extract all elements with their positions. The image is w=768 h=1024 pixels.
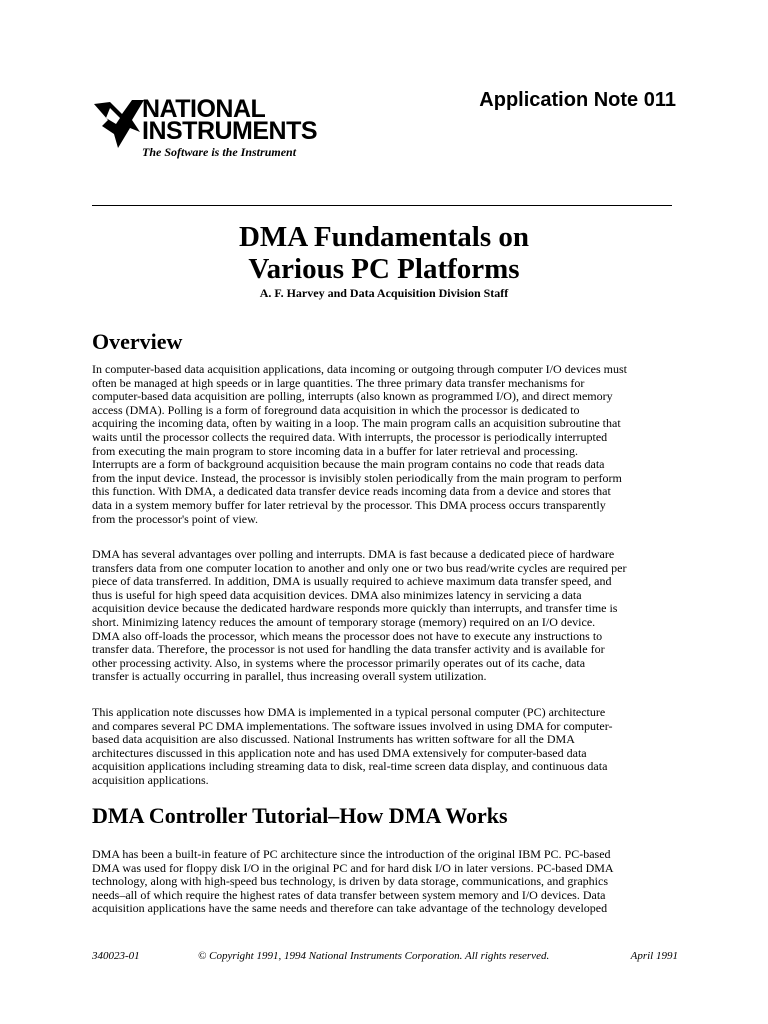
text-line: In computer-based data acquisition applications, data incoming or outgoing through computer I/O devices must: [92, 362, 627, 376]
footer-date: April 1991: [630, 950, 678, 962]
text-line: often be managed at high speeds or in large quantities. The three primary data transfer mechanisms for: [92, 375, 585, 390]
text-line: from the input device. Instead, the processor is invisibly stolen periodically from the main program to perform: [92, 470, 622, 485]
text-line: acquisition applications including streaming data to disk, real-time screen data display, and continuous data: [92, 759, 608, 774]
text-line: computer-based data acquisition are polling, interrupts (also known as programmed I/O), and direct memory: [92, 389, 613, 404]
text-line: DMA has several advantages over polling and interrupts. DMA is fast because a dedicated piece of hardware: [92, 547, 615, 561]
text-line: DMA has been a built-in feature of PC architecture since the introduction of the original IBM PC. PC-based: [92, 847, 611, 861]
text-line: transfers data from one computer location to another and only one or two bus read/write cycles are required per: [92, 560, 627, 575]
text-line: Interrupts are a form of background acquisition because the main program contains no code that reads data: [92, 457, 605, 472]
text-line: based data acquisition are also discussed. National Instruments has written software for all the DMA: [92, 732, 575, 747]
text-line: thus is useful for high speed data acquisition devices. DMA also minimizes latency in servicing a data: [92, 587, 582, 602]
title-line-1: DMA Fundamentals on: [238, 221, 530, 253]
overview-paragraph-1: [92, 363, 682, 526]
text-line: and compares several PC DMA implementations. The software issues involved in using DMA for computer-: [92, 718, 613, 733]
section-heading-dma-tutorial: DMA Controller Tutorial–How DMA Works: [92, 803, 508, 828]
text-line: this function. With DMA, a dedicated data transfer device reads incoming data from a device and stores that: [92, 484, 611, 499]
text-line: data in a system memory buffer for later retrieval by the processor. This DMA process occurs transparently: [92, 497, 606, 512]
text-line: from executing the main program to store incoming data in a buffer for later retrieval and processing.: [92, 443, 578, 458]
text-line: other processing activity. Also, in systems where the processor primarily operates out of its cache, data: [92, 655, 586, 670]
text-line: acquisition applications have the same needs and therefore can take advantage of the technology developed: [92, 901, 608, 916]
text-line: transfer data. Therefore, the processor is not used for handling the data transfer activity and is available for: [92, 642, 605, 657]
text-line: access (DMA). Polling is a form of foreground data acquisition in which the processor is dedicated to: [92, 402, 580, 417]
logo-line-national: NATIONAL: [142, 95, 266, 123]
national-instruments-eagle-icon: [92, 98, 146, 150]
footer-doc-number: 340023-01: [92, 950, 140, 962]
text-line: technology, along with high-speed bus technology, is driven by data storage, communications, and graphics: [92, 874, 608, 889]
text-line: acquiring the incoming data, often by waiting in a loop. The main program calls an acquisition subroutine that: [92, 416, 621, 431]
title-line-2: Various PC Platforms: [248, 253, 520, 285]
footer-copyright: © Copyright 1991, 1994 National Instruments Corporation. All rights reserved.: [198, 950, 550, 962]
text-line: short. Minimizing latency reduces the amount of temporary storage (memory) required on an I/O device.: [92, 614, 596, 629]
authors: A. F. Harvey and Data Acquisition Division Staff: [259, 286, 509, 300]
overview-paragraph-3: [92, 706, 682, 788]
text-line: This application note discusses how DMA is implemented in a typical personal computer (PC) architecture: [92, 705, 606, 719]
document-title: [92, 221, 676, 285]
text-line: acquisition device because the dedicated hardware responds more quickly than interrupts, and transfer time is: [92, 601, 618, 616]
text-line: piece of data transferred. In addition, DMA is usually required to achieve maximum data transfer speed, and: [92, 574, 612, 589]
section-heading-overview: Overview: [92, 329, 183, 354]
header-divider: [92, 205, 672, 206]
text-line: acquisition applications.: [92, 772, 209, 787]
text-line: DMA also off-loads the processor, which means the processor does not have to execute any instructions to: [92, 628, 603, 643]
application-note-label: Application Note 011: [479, 89, 676, 111]
text-line: DMA was used for floppy disk I/O in the original PC and for hard disk I/O in later versions. PC-based DMA: [92, 860, 614, 875]
text-line: architectures discussed in this application note and has used DMA extensively for computer-based data: [92, 745, 587, 760]
text-line: needs–all of which require the highest rates of data transfer between system memory and I/O devices. Data: [92, 887, 606, 902]
overview-paragraph-2: [92, 548, 682, 684]
tutorial-paragraph-1: [92, 848, 682, 916]
text-line: transfer is actually occurring in parallel, thus increasing overall system utilization.: [92, 669, 487, 684]
ni-logo: [92, 96, 342, 166]
logo-line-instruments: INSTRUMENTS: [142, 117, 318, 145]
text-line: waits until the processor collects the required data. With interrupts, the processor is periodically interrupted: [92, 429, 608, 444]
logo-tagline: The Software is the Instrument: [142, 145, 297, 159]
text-line: from the processor's point of view.: [92, 511, 259, 526]
